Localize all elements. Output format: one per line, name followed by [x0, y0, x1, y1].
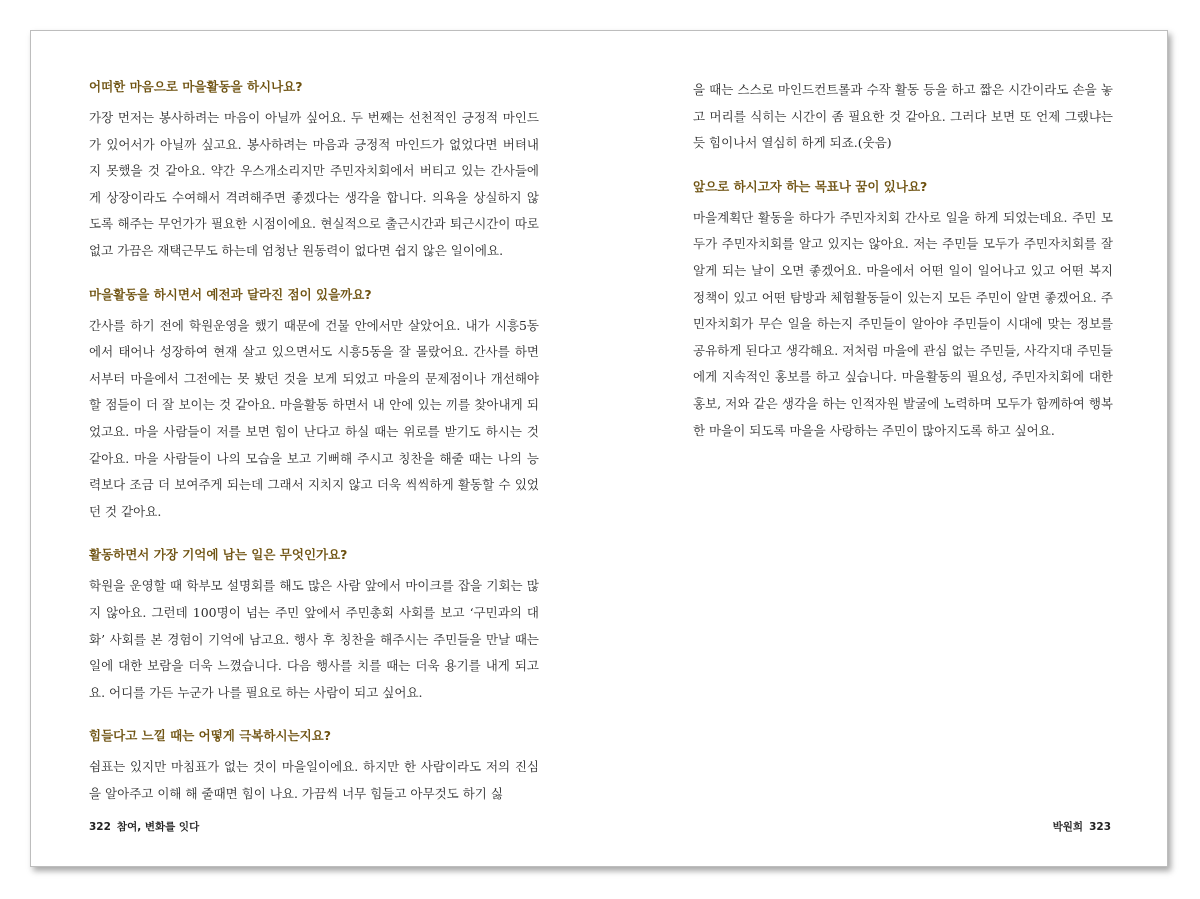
answer-paragraph: 마을계획단 활동을 하다가 주민자치회 간사로 일을 하게 되었는데요. 주민 모두가 주민자치회를 알고 있지는 않아요. 저는 주민들 모두가 주민자치회를 잘 알게 되는 날이 오면 좋겠어요. 마을에서 어떤 일이 일어나고 있고 어떤 복지 정책이 있고 어떤 탐방과 체험활동들이 있는지 모든 주민이 알면 좋겠어요. 주민자치회가 무슨 일을 하는지 주민들이 알아야 주민들이 시대에 맞는 정보를 공유하게 된다고 생각해요. 저처럼 마을에 관심 없는 주민들, 사각지대 주민들에게 지속적인 홍보를 하고 싶습니다. 마을활동의 필요성, 주민자치회에 대한 홍보, 저와 같은 생각을 하는 인적자원 발굴에 노력하며 모두가 함께하여 행복한 마을이 되도록 마을을 사랑하는 주민이 많아지도록 하고 싶어요.	[693, 209, 1113, 438]
question-heading: 앞으로 하시고자 하는 목표나 꿈이 있나요?	[693, 178, 928, 194]
answer-paragraph: 학원을 운영할 때 학부모 설명회를 해도 많은 사람 앞에서 마이크를 잡을 기회는 많지 않아요. 그런데 100명이 넘는 주민 앞에서 주민총회 사회를 보고 ‘구민과의 대화’ 사회를 본 경험이 기억에 남고요. 행사 후 칭찬을 해주시는 주민들을 만날 때는 일에 대한 보람을 더욱 느꼈습니다. 다음 행사를 치를 때는 더욱 용기를 내게 되고요. 어디를 가든 누군가 나를 필요로 하는 사람이 되고 싶어요.	[89, 578, 539, 700]
page-number: 322	[89, 821, 111, 833]
continuation-paragraph: 을 때는 스스로 마인드컨트롤과 수작 활동 등을 하고 짧은 시간이라도 손을 놓고 머리를 식히는 시간이 좀 필요한 것 같아요. 그러다 보면 또 언제 그랬냐는 듯 힘이나서 열심히 하게 되죠.(웃음)	[693, 82, 1113, 151]
left-page	[89, 77, 539, 827]
book-spread	[30, 30, 1168, 867]
question-heading: 어떠한 마음으로 마을활동을 하시나요?	[89, 79, 303, 94]
question-heading: 활동하면서 가장 기억에 남는 일은 무엇인가요?	[89, 547, 348, 563]
book-title: 참여, 변화를 잇다	[116, 821, 200, 833]
answer-paragraph: 가장 먼저는 봉사하려는 마음이 아닐까 싶어요. 두 번째는 선천적인 긍정적 마인드가 있어서가 아닐까 싶고요. 봉사하려는 마음과 긍정적 마인드가 없었다면 버텨내지 못했을 것 같아요. 약간 우스개소리지만 주민자치회에서 버티고 있는 간사들에게 상장이라도 수여해서 격려해주면 좋겠다는 생각을 합니다. 의욕을 상실하지 않도록 해주는 무언가가 필요한 시점이에요. 현실적으로 출근시간과 퇴근시간이 따로 없고 가끔은 재택근무도 하는데 엄청난 원동력이 없다면 쉽지 않은 일이에요.	[89, 110, 539, 258]
left-page-footer	[89, 819, 199, 834]
answer-paragraph: 간사를 하기 전에 학원운영을 했기 때문에 건물 안에서만 살았어요. 내가 시흥5동에서 태어나 성장하여 현재 살고 있으면서도 시흥5동을 잘 몰랐어요. 간사를 하면서부터 마을에서 그전에는 못 봤던 것을 보게 되었고 마을의 문제점이나 개선해야 할 점들이 더 잘 보이는 것 같아요. 마을활동 하면서 내 안에 있는 끼를 찾아내게 되었고요. 마을 사람들이 저를 보면 힘이 난다고 하실 때는 위로를 받기도 하시는 것 같아요. 마을 사람들이 나의 모습을 보고 기뻐해 주시고 칭찬을 해줄 때는 나의 능력보다 조금 더 보여주게 되는데 그래서 지치지 않고 더욱 씩씩하게 활동할 수 있었던 것 같아요.	[89, 317, 539, 519]
answer-paragraph: 쉼표는 있지만 마침표가 없는 것이 마을일이에요. 하지만 한 사람이라도 저의 진심을 알아주고 이해 해 줄때면 힘이 나요. 가끔씩 너무 힘들고 아무것도 하기 싫	[89, 759, 539, 801]
question-heading: 마을활동을 하시면서 예전과 달라진 점이 있을까요?	[89, 286, 372, 302]
page-number: 323	[1089, 821, 1111, 833]
right-page-footer	[1053, 819, 1111, 834]
question-heading: 힘들다고 느낄 때는 어떻게 극복하시는지요?	[89, 728, 332, 744]
right-page	[693, 77, 1113, 464]
author-name: 박원희	[1052, 821, 1084, 833]
